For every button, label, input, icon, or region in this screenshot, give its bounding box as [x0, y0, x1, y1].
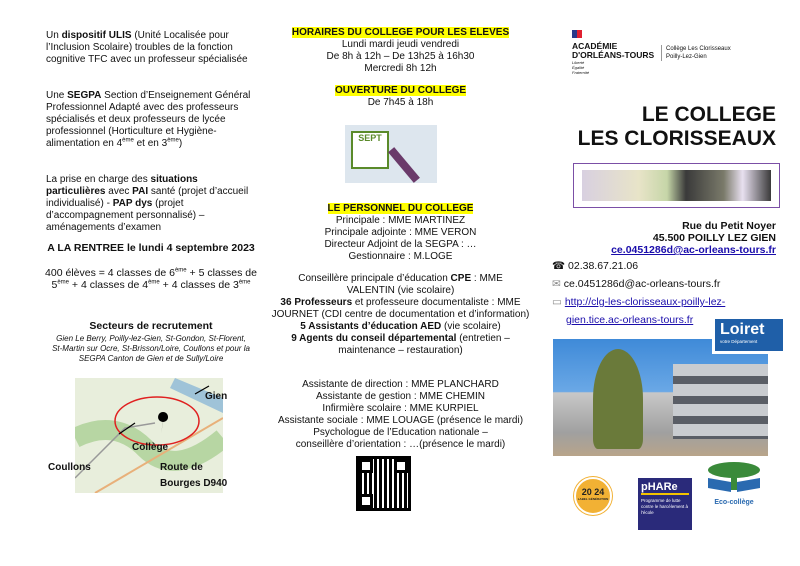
ulis-bold: dispositif ULIS [61, 30, 132, 41]
loiret-text: Loiret [720, 321, 765, 338]
motto: Liberté Égalité Fraternité [572, 60, 590, 75]
text: (entretien – maintenance – restauration) [338, 333, 510, 356]
horaires-title: HORAIRES DU COLLEGE POUR LES ELEVES [291, 27, 510, 38]
sup: ème [57, 279, 69, 286]
label-2024-badge [574, 477, 612, 515]
contact-list [552, 257, 725, 329]
sup: ème [174, 267, 187, 274]
segpa-bold: SEGPA [67, 90, 102, 101]
pencil-icon [388, 147, 420, 183]
text: + 5 classes de 5 [51, 267, 257, 291]
title-line: LE COLLEGE [641, 103, 776, 126]
other-staff [268, 379, 533, 451]
bold: 9 Agents du conseil départemental [291, 333, 457, 344]
loiret-subtitle: votre Département [720, 339, 758, 344]
ulis-paragraph [46, 30, 256, 66]
academy-name: D'ORLÉANS-TOURS [572, 50, 655, 60]
staff-line: Assistante de direction : MME PLANCHARD [302, 379, 499, 390]
text: ) [178, 138, 183, 149]
calendar-image [345, 125, 437, 183]
eco-text: Eco-collège [714, 499, 754, 506]
text: (Unité Localisée pour l’Inclusion Scolaire) troubles de la fonction cognitive TFC avec un professeur spécialisée [46, 30, 248, 65]
staff-line: Principale adjointe : MME VERON [324, 227, 477, 238]
calendar-text: SEPT [351, 131, 389, 169]
situations-paragraph [46, 174, 256, 234]
mail-icon: ✉ [552, 278, 561, 290]
map-image [75, 378, 223, 493]
text: et en 3 [133, 138, 168, 149]
tree [593, 349, 643, 449]
text: Section d’Enseignement Général Professionnel Adapté avec des professeurs spécialisés et deux professeurs de lycée professionnel (Horticulture et Hygiène-alimentation en 4 [46, 90, 251, 149]
banner-graphic [582, 170, 771, 201]
staff-line: Assistante sociale : MME LOUAGE (présence le mardi) [277, 415, 524, 426]
page-title [578, 103, 776, 151]
website-link[interactable]: gien.tice.ac-orleans-tours.fr [566, 314, 694, 326]
badge-text: 20 24 [581, 487, 605, 497]
email-text: ce.0451286d@ac-orleans-tours.fr [563, 278, 721, 290]
rentree-title: A LA RENTREE le lundi 4 septembre 2023 [47, 242, 255, 254]
staff-line: Assistante de gestion : MME CHEMIN [316, 391, 485, 402]
website-link[interactable]: http://clg-les-clorisseaux-poilly-lez- [564, 296, 726, 308]
secteurs-text: Gien Le Berry, Poilly-lez-Gien, St-Gondon, St-Florent, St-Martin sur Ocre, St-Brisson/Loire, Coullons et pour la SEGPA Canton de Gien et de Sully/Loire [52, 334, 250, 363]
text: (projet d’accompagnement personnalisé) – aménagements d’examen [46, 198, 205, 233]
staff-line: Principale : MME MARTINEZ [335, 215, 466, 226]
staff-line: Infirmière scolaire : MME KURPIEL [322, 403, 479, 414]
eco-college-logo [704, 460, 764, 504]
bold: situations particulières [46, 174, 198, 197]
banner-image [573, 163, 780, 208]
phone-number: 02.38.67.21.06 [568, 260, 639, 272]
sup: ème [167, 137, 179, 144]
map-graphic [75, 378, 223, 493]
horaires-block [268, 27, 533, 109]
map-label-route: Route de [160, 462, 203, 473]
qr-finder [359, 459, 373, 473]
horaires-line: De 8h à 12h – De 13h25 à 16h30 [326, 51, 475, 62]
horaires-line: Mercredi 8h 12h [364, 63, 437, 74]
secteurs-title: Secteurs de recrutement [89, 320, 213, 332]
text: et professeure documentaliste : MME JOURNET (CDI centre de documentation et d’information) [271, 297, 530, 320]
sup: ème [148, 279, 160, 286]
text: Collège Les Clorisseaux [666, 46, 731, 52]
email-link[interactable]: ce.0451286d@ac-orleans-tours.fr [611, 244, 776, 256]
horaires-line: Lundi mardi jeudi vendredi [341, 39, 460, 50]
text: Une [46, 90, 68, 101]
text: : MME VALENTIN (vie scolaire) [346, 273, 503, 296]
staff-line: Gestionnaire : M.LOGE [348, 251, 453, 262]
marianne-flag-icon [572, 30, 582, 38]
address-line: Rue du Petit Noyer [682, 220, 776, 232]
staff-line: Psychologue de l’Education nationale – conseillère d’orientation : …(présence le mardi) [295, 427, 506, 450]
qr-finder [394, 459, 408, 473]
qr-code[interactable] [356, 456, 411, 511]
bold: 36 Professeurs [280, 297, 353, 308]
segpa-paragraph [46, 90, 256, 150]
map-label-gien: Gien [205, 391, 228, 402]
computer-icon: ▭ [552, 296, 562, 308]
eleves-text [44, 267, 258, 291]
badge-ring-text: LABEL GÉNÉRATION [577, 497, 609, 501]
bold: CPE [450, 273, 472, 284]
text: + 4 classes de 3 [159, 279, 239, 291]
personnel-block [268, 203, 533, 357]
academy-name: ACADÉMIE [572, 41, 618, 51]
text: La prise en charge des [46, 174, 151, 185]
text: Poilly-Lez-Gien [666, 54, 707, 60]
bold: PAI [132, 186, 149, 197]
map-label-route2: Bourges D940 [160, 478, 228, 489]
phare-logo [638, 478, 692, 530]
bold: 5 Assistants d’éducation AED [300, 321, 442, 332]
phare-title: pHARe [641, 481, 689, 495]
phare-text: Programme de lutte contre le harcèlement à l'école [641, 498, 689, 515]
sup: ème [238, 279, 251, 286]
qr-finder [359, 494, 373, 508]
staff-line: Directeur Adjoint de la SEGPA : … [324, 239, 477, 250]
ouverture-hours: De 7h45 à 18h [367, 97, 434, 108]
ouverture-title: OUVERTURE DU COLLEGE [334, 85, 467, 96]
text: + 4 classes de 4 [68, 279, 149, 291]
personnel-title: LE PERSONNEL DU COLLEGE [327, 203, 474, 214]
address [611, 220, 776, 256]
title-line: LES CLORISSEAUX [577, 127, 776, 150]
academy-logo [572, 42, 654, 75]
text: santé (projet d’accueil individualisé) - [46, 186, 249, 209]
text: avec [105, 186, 133, 197]
map-label-coullons: Coullons [48, 462, 91, 473]
college-logo-text [661, 45, 731, 61]
address-line: 45.500 POILLY LEZ GIEN [652, 232, 776, 244]
phone-icon: ☎ [552, 260, 566, 272]
text: Conseillère principale d’éducation [298, 273, 451, 284]
eco-tree-icon [704, 460, 764, 494]
text: 400 élèves = 4 classes de 6 [45, 267, 175, 279]
map-label-college: Collège [132, 442, 169, 453]
sup: ème [122, 137, 134, 144]
loiret-logo [715, 319, 783, 351]
bold: PAP dys [112, 198, 153, 209]
text: (vie scolaire) [441, 321, 501, 332]
building [673, 364, 768, 439]
college-building-photo [553, 339, 768, 456]
text: Un [46, 30, 62, 41]
